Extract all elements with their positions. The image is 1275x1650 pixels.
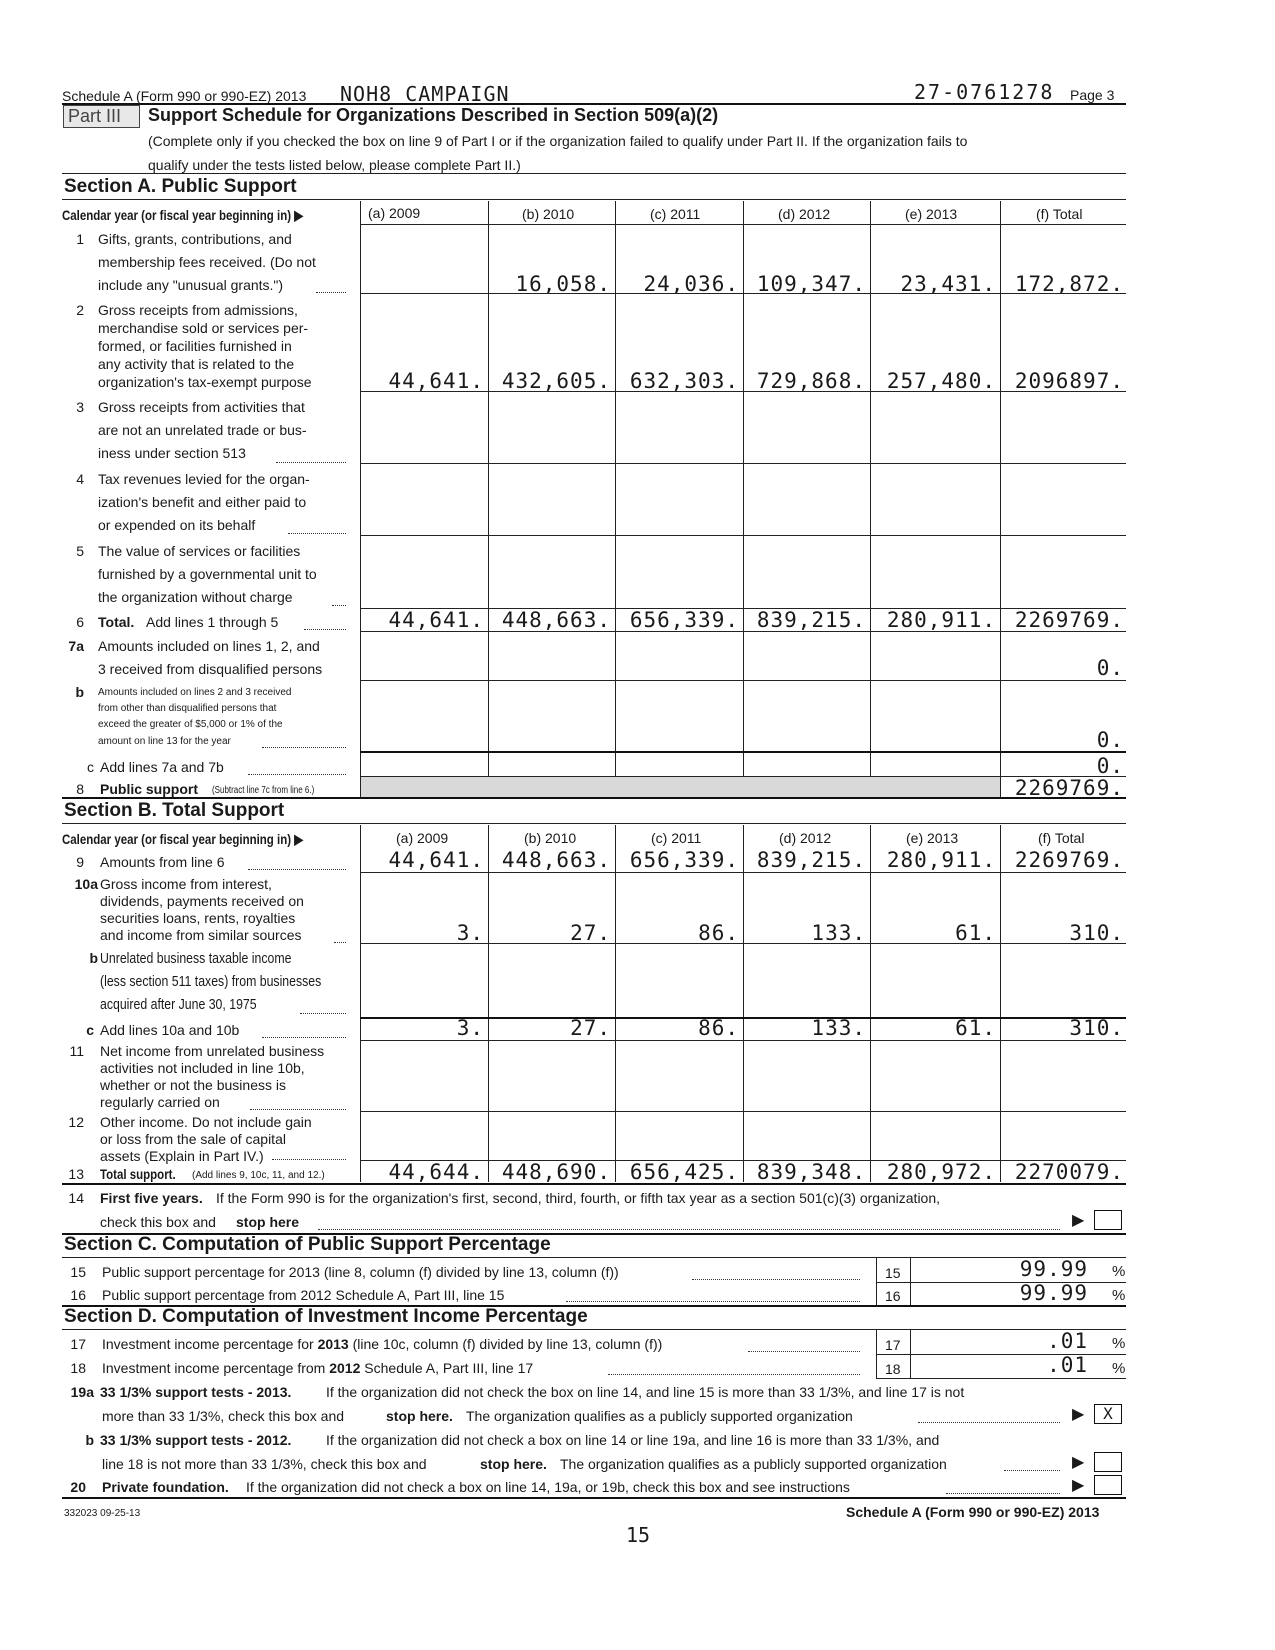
line-11-text-2: activities not included in line 10b, [100,1060,305,1076]
line-3-text-2: are not an unrelated trade or bus- [98,422,307,438]
organization-name: NOH8 CAMPAIGN [340,82,510,106]
line-7c-total: 0. [1096,754,1124,778]
line-3-text-3: iness under section 513 [98,445,246,461]
line-7a-total: 0. [1096,656,1124,680]
line-20-bold: Private foundation. [102,1479,229,1495]
line-19a-num: 19a [70,1384,94,1400]
line-10a-col-a: 3. [456,921,484,945]
line-7c-num: c [87,759,94,775]
b-col-header-d: (d) 2012 [779,830,832,846]
line-20-num: 20 [70,1479,86,1495]
line-7a-text-2: 3 received from disqualified persons [98,661,323,677]
line-10a-col-e: 61. [955,921,996,945]
line-13-col-b: 448,690. [501,1160,611,1184]
line-19a-stop-here: stop here. [386,1408,453,1424]
line-18-box-label: 18 [885,1361,901,1377]
line-2-col-d: 729,868. [756,369,866,393]
col-header-b: (b) 2010 [522,206,575,222]
line-7a-num: 7a [68,638,84,654]
col-header-a: (a) 2009 [368,205,421,221]
col-header-e: (e) 2013 [905,206,958,222]
line-12-text-1: Other income. Do not include gain [100,1114,312,1130]
line-6-col-c: 656,339. [629,608,739,632]
line-10a-text-2: dividends, payments received on [100,893,304,909]
line-2-text-4: any activity that is related to the [98,356,295,372]
line-6-num: 6 [76,614,84,630]
page-label: Page 3 [1070,87,1115,103]
line-4-num: 4 [76,471,84,487]
line-10b-text-2: (less section 511 taxes) from businesses [100,973,322,990]
line-7b-text-1: Amounts included on lines 2 and 3 received [98,687,292,698]
line-18-text [102,1360,533,1377]
b-col-header-c: (c) 2011 [651,830,702,846]
b-col-header-e: (e) 2013 [906,830,959,846]
b-col-header-f: (f) Total [1038,830,1085,846]
line-19a-arrow-icon: ▶ [1072,1406,1085,1423]
line-9-col-e: 280,911. [886,848,996,872]
line-6-col-f: 2269769. [1014,608,1124,632]
line-19b-text: If the organization did not check a box on line 14 or line 19a, and line 16 is more than 33 1/3%, and [326,1432,940,1448]
line-8-bold: Public support [100,781,198,797]
section-b-calendar-year: Calendar year (or fiscal year beginning in) ▶ [62,831,304,847]
line-15-value: 99.99 [1019,1257,1088,1281]
line-9-col-a: 44,641. [388,848,484,872]
line-11-text-1: Net income from unrelated business [100,1043,325,1059]
line-2-col-e: 257,480. [886,369,996,393]
line-5-text-1: The value of services or facilities [98,543,301,559]
line-14-text: If the Form 990 is for the organization's first, second, third, fourth, or fifth tax year as a section 501(c)(3) organization, [216,1190,941,1206]
line-19b-num: b [85,1432,94,1448]
line-16-box-label: 16 [885,1288,901,1304]
line-1-text-1: Gifts, grants, contributions, and [98,231,292,247]
line-5-text-3: the organization without charge [98,589,293,605]
footer-code: 332023 09-25-13 [64,1508,141,1519]
line-5-text-2: furnished by a governmental unit to [98,566,317,582]
line-13-col-d: 839,348. [756,1160,866,1184]
line-3-text-1: Gross receipts from activities that [98,399,305,415]
line-10c-col-c: 86. [698,1016,739,1040]
col-header-d: (d) 2012 [778,206,831,222]
line-12-text-2: or loss from the sale of capital [100,1131,286,1147]
part-title: Support Schedule for Organizations Described in Section 509(a)(2) [148,105,719,125]
line-14-checkbox[interactable] [1094,1210,1122,1230]
line-13-col-e: 280,972. [886,1160,996,1184]
line-1-col-b: 16,058. [515,272,611,296]
line-19a-text-2a: more than 33 1/3%, check this box and [102,1408,345,1424]
line-19a-text-2b: The organization qualifies as a publicly supported organization [466,1408,853,1424]
line-2-col-a: 44,641. [388,369,484,393]
line-14-text-2: check this box and [100,1214,216,1230]
line-12-text-3: assets (Explain in Part IV.) [100,1148,264,1164]
line-4-text-3: or expended on its behalf [98,517,256,533]
line-10b-text-3: acquired after June 30, 1975 [100,996,257,1013]
line-14-num: 14 [68,1190,84,1206]
line-8-num: 8 [76,781,84,797]
line-16-value: 99.99 [1019,1281,1088,1305]
line-11-num: 11 [69,1043,84,1059]
line-1-text-3: include any "unusual grants.") [98,277,284,293]
line-7b-total: 0. [1096,728,1124,752]
part-note-1: (Complete only if you checked the box on line 9 of Part I or if the organization failed to qualify under Part II. If the organization fails to [148,133,968,149]
col-header-c: (c) 2011 [650,206,701,222]
line-6-col-e: 280,911. [886,608,996,632]
line-13-text: (Add lines 9, 10c, 11, and 12.) [192,1170,325,1181]
section-b-title: Section B. Total Support [64,800,285,821]
line-10c-col-e: 61. [955,1016,996,1040]
line-19b-arrow-icon: ▶ [1072,1454,1085,1471]
line-7b-text-2: from other than disqualified persons that [98,703,277,714]
line-19b-bold: 33 1/3% support tests - 2012. [100,1432,292,1448]
line-13-col-a: 44,644. [388,1160,484,1184]
line-13-col-f: 2270079. [1014,1160,1124,1184]
line-10a-text-3: securities loans, rents, royalties [100,910,296,926]
line-9-num: 9 [76,854,84,870]
col-header-f: (f) Total [1036,206,1083,222]
line-6-col-d: 839,215. [756,608,866,632]
line-18-text-pre: Investment income percentage from [102,1360,330,1376]
line-17-text [102,1336,662,1353]
line-3-num: 3 [76,399,84,415]
line-2-text-1: Gross receipts from admissions, [98,302,298,318]
line-2-col-c: 632,303. [629,369,739,393]
line-8-total: 2269769. [1014,776,1124,800]
line-10a-text-4: and income from similar sources [100,927,302,943]
line-1-text-2: membership fees received. (Do not [98,254,316,270]
line-7b-text-4: amount on line 13 for the year [98,736,231,747]
line-10a-num: 10a [74,876,98,892]
line-6-text: Add lines 1 through 5 [146,614,279,630]
line-5-num: 5 [76,543,84,559]
line-11-text-3: whether or not the business is [100,1077,286,1093]
line-9-text: Amounts from line 6 [100,854,225,870]
line-17-value: .01 [1047,1329,1088,1353]
line-19b-stop-here: stop here. [480,1456,547,1472]
ein-number: 27-0761278 [914,80,1055,104]
line-19b-text-2a: line 18 is not more than 33 1/3%, check this box and [102,1456,427,1472]
line-10c-num: c [86,1022,94,1038]
line-6-bold: Total. [98,614,135,630]
line-10b-text-1: Unrelated business taxable income [100,950,292,967]
line-10a-col-b: 27. [570,921,611,945]
line-7a-text-1: Amounts included on lines 1, 2, and [98,638,320,654]
line-18-text-post: Schedule A, Part III, line 17 [360,1360,534,1376]
line-19a-checkbox[interactable]: X [1094,1404,1122,1424]
line-2-text-3: formed, or facilities furnished in [98,338,292,354]
part-note-2: qualify under the tests listed below, please complete Part II.) [148,157,521,173]
line-15-num: 15 [70,1264,86,1280]
line-17-box-label: 17 [885,1337,901,1353]
line-10a-col-f: 310. [1069,921,1124,945]
line-13-num: 13 [68,1166,84,1182]
line-13-bold: Total support. [100,1166,176,1182]
line-15-unit: % [1112,1263,1126,1280]
line-19b-checkbox[interactable] [1094,1452,1122,1472]
line-19a-text: If the organization did not check the box on line 14, and line 15 is more than 33 1/3%, and line 17 is not [326,1384,965,1400]
line-14-arrow-icon: ▶ [1072,1212,1085,1229]
line-15-box-label: 15 [885,1265,901,1281]
line-2-text-2: merchandise sold or services per- [98,320,309,336]
line-17-text-post: (line 10c, column (f) divided by line 13, column (f)) [348,1336,663,1352]
line-10c-col-a: 3. [456,1016,484,1040]
section-a-calendar-year: Calendar year (or fiscal year beginning in) ▶ [62,207,304,223]
line-2-num: 2 [76,302,84,318]
line-10c-col-d: 133. [811,1016,866,1040]
line-18-value: .01 [1047,1353,1088,1377]
line-1-col-d: 109,347. [756,272,866,296]
line-2-col-b: 432,605. [501,369,611,393]
footer-schedule: Schedule A (Form 990 or 990-EZ) 2013 [846,1504,1100,1520]
line-10a-col-d: 133. [811,921,866,945]
b-col-header-b: (b) 2010 [524,830,577,846]
section-d-title: Section D. Computation of Investment Income Percentage [64,1306,588,1327]
line-1-col-c: 24,036. [643,272,739,296]
line-7c-text: Add lines 7a and 7b [100,759,224,775]
line-18-unit: % [1112,1360,1126,1377]
line-1-col-f: 172,872. [1014,272,1124,296]
line-10c-text: Add lines 10a and 10b [100,1022,240,1038]
line-15-text: Public support percentage for 2013 (line 8, column (f) divided by line 13, column (f)) [102,1264,619,1280]
line-10a-col-c: 86. [698,921,739,945]
line-1-num: 1 [76,231,84,247]
line-14-stop-here: stop here [236,1214,300,1230]
line-1-col-e: 23,431. [900,272,996,296]
part-badge-label: Part III [68,106,122,126]
line-7b-text-3: exceed the greater of $5,000 or 1% of the [98,719,283,730]
line-4-text-2: ization's benefit and either paid to [98,494,307,510]
line-7b-num: b [75,684,84,700]
line-17-num: 17 [70,1336,86,1352]
line-18-year: 2012 [329,1360,361,1376]
line-6-col-a: 44,641. [388,608,484,632]
line-9-col-c: 656,339. [629,848,739,872]
line-2-text-5: organization's tax-exempt purpose [98,374,312,390]
line-20-text: If the organization did not check a box on line 14, 19a, or 19b, check this box and see instructions [246,1479,850,1495]
line-9-col-d: 839,215. [756,848,866,872]
line-9-col-b: 448,663. [501,848,611,872]
line-20-checkbox[interactable] [1094,1475,1122,1495]
line-14-bold: First five years. [100,1190,203,1206]
line-10c-col-f: 310. [1069,1016,1124,1040]
line-17-unit: % [1112,1335,1126,1352]
line-6-col-b: 448,663. [501,608,611,632]
line-2-col-f: 2096897. [1014,369,1124,393]
line-10c-col-b: 27. [570,1016,611,1040]
line-16-text: Public support percentage from 2012 Schedule A, Part III, line 15 [102,1287,505,1303]
line-17-year: 2013 [317,1336,349,1352]
line-16-num: 16 [70,1287,86,1303]
section-a-title: Section A. Public Support [64,176,297,197]
line-20-arrow-icon: ▶ [1072,1477,1085,1494]
page-number: 15 [626,1523,651,1547]
line-11-text-4: regularly carried on [100,1094,220,1110]
line-10b-num: b [89,950,98,966]
line-19a-bold: 33 1/3% support tests - 2013. [100,1384,292,1400]
section-c-title: Section C. Computation of Public Support Percentage [64,1234,551,1255]
line-10a-text-1: Gross income from interest, [100,876,272,892]
line-17-text-pre: Investment income percentage for [102,1336,318,1352]
line-18-num: 18 [70,1360,86,1376]
line-4-text-1: Tax revenues levied for the organ- [98,471,310,487]
line-13-col-c: 656,425. [629,1160,739,1184]
line-9-col-f: 2269769. [1014,848,1124,872]
line-19b-text-2b: The organization qualifies as a publicly supported organization [560,1456,947,1472]
line-16-unit: % [1112,1287,1126,1304]
schedule-header-label: Schedule A (Form 990 or 990-EZ) 2013 [62,88,307,104]
line-8-text: (Subtract line 7c from line 6.) [212,785,315,796]
line-12-num: 12 [68,1114,84,1130]
b-col-header-a: (a) 2009 [396,830,449,846]
